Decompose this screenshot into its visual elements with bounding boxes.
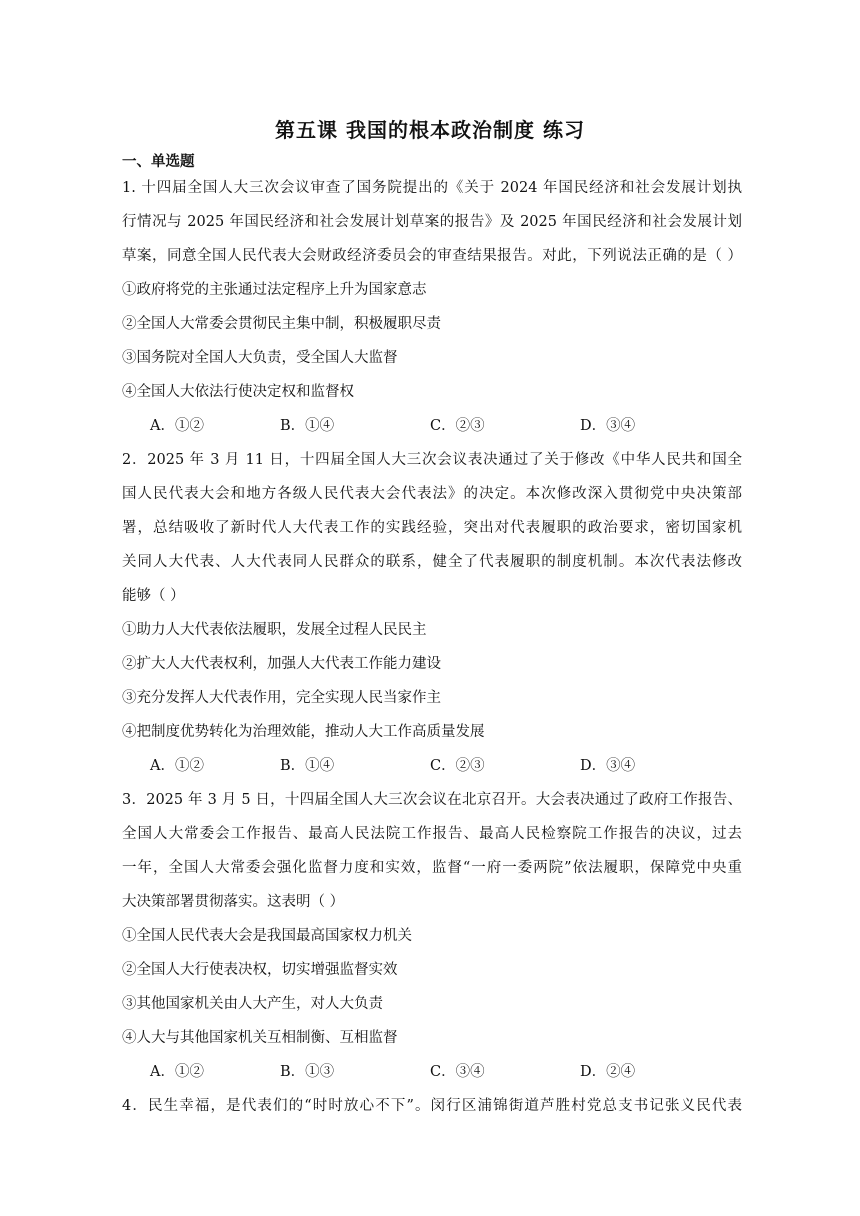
- question-stem-line: 能够（ ）: [122, 588, 185, 604]
- statement-2: ②全国人大行使表决权，切实增强监督实效: [122, 962, 398, 978]
- statement-1: ①政府将党的主张通过法定程序上升为国家意志: [122, 282, 427, 298]
- option-c[interactable]: C．②③: [430, 418, 485, 434]
- section-heading: 一、单选题: [122, 154, 195, 170]
- statement-4: ④把制度优势转化为治理效能，推动人大工作高质量发展: [122, 724, 485, 740]
- question-stem-line: 4．民生幸福，是代表们的“时时放心不下”。闵行区浦锦街道芦胜村党总支书记张义民代表: [122, 1098, 742, 1114]
- question-stem-line: 一年，全国人大常委会强化监督力度和实效，监督“一府一委两院”依法履职，保障党中央重: [122, 860, 742, 876]
- question-stem-line: 关同人大代表、人大代表同人民群众的联系，健全了代表履职的制度机制。本次代表法修改: [122, 554, 742, 570]
- statement-3: ③充分发挥人大代表作用，完全实现人民当家作主: [122, 690, 441, 706]
- page-title: 第五课 我国的根本政治制度 练习: [275, 118, 585, 142]
- statement-1: ①全国人民代表大会是我国最高国家权力机关: [122, 928, 412, 944]
- option-d[interactable]: D．③④: [580, 418, 636, 434]
- statement-1: ①助力人大代表依法履职，发展全过程人民民主: [122, 622, 427, 638]
- question-stem-line: 全国人大常委会工作报告、最高人民法院工作报告、最高人民检察院工作报告的决议，过去: [122, 826, 742, 842]
- statement-2: ②扩大人大代表权利，加强人大代表工作能力建设: [122, 656, 441, 672]
- option-d[interactable]: D．③④: [580, 758, 636, 774]
- statement-4: ④人大与其他国家机关互相制衡、互相监督: [122, 1030, 398, 1046]
- option-c[interactable]: C．②③: [430, 758, 485, 774]
- question-stem-line: 3．2025 年 3 月 5 日，十四届全国人大三次会议在北京召开。大会表决通过了政府工作报告、: [122, 792, 742, 808]
- option-c[interactable]: C．③④: [430, 1064, 485, 1080]
- question-stem-line: 1. 十四届全国人大三次会议审查了国务院提出的《关于 2024 年国民经济和社会发展计划执: [122, 180, 742, 196]
- question-stem-line: 国人民代表大会和地方各级人民代表大会代表法》的决定。本次修改深入贯彻党中央决策部: [122, 486, 742, 502]
- option-a[interactable]: A．①②: [150, 758, 204, 774]
- option-b[interactable]: B．①④: [280, 758, 335, 774]
- question-stem-line: 草案，同意全国人民代表大会财政经济委员会的审查结果报告。对此，下列说法正确的是（ ）: [122, 248, 742, 264]
- question-stem-line: 2．2025 年 3 月 11 日，十四届全国人大三次会议表决通过了关于修改《中华人民共和国全: [122, 452, 742, 468]
- question-stem-line: 署，总结吸收了新时代人大代表工作的实践经验，突出对代表履职的政治要求，密切国家机: [122, 520, 742, 536]
- statement-4: ④全国人大依法行使决定权和监督权: [122, 384, 354, 400]
- statement-2: ②全国人大常委会贯彻民主集中制，积极履职尽责: [122, 316, 441, 332]
- statement-3: ③国务院对全国人大负责，受全国人大监督: [122, 350, 398, 366]
- option-a[interactable]: A．①②: [150, 1064, 204, 1080]
- statement-3: ③其他国家机关由人大产生，对人大负责: [122, 996, 383, 1012]
- option-d[interactable]: D．②④: [580, 1064, 636, 1080]
- option-b[interactable]: B．①④: [280, 418, 335, 434]
- question-stem-line: 大决策部署贯彻落实。这表明（ ）: [122, 894, 345, 910]
- option-a[interactable]: A．①②: [150, 418, 204, 434]
- option-b[interactable]: B．①③: [280, 1064, 335, 1080]
- question-stem-line: 行情况与 2025 年国民经济和社会发展计划草案的报告》及 2025 年国民经济和社会发展计划: [122, 214, 742, 230]
